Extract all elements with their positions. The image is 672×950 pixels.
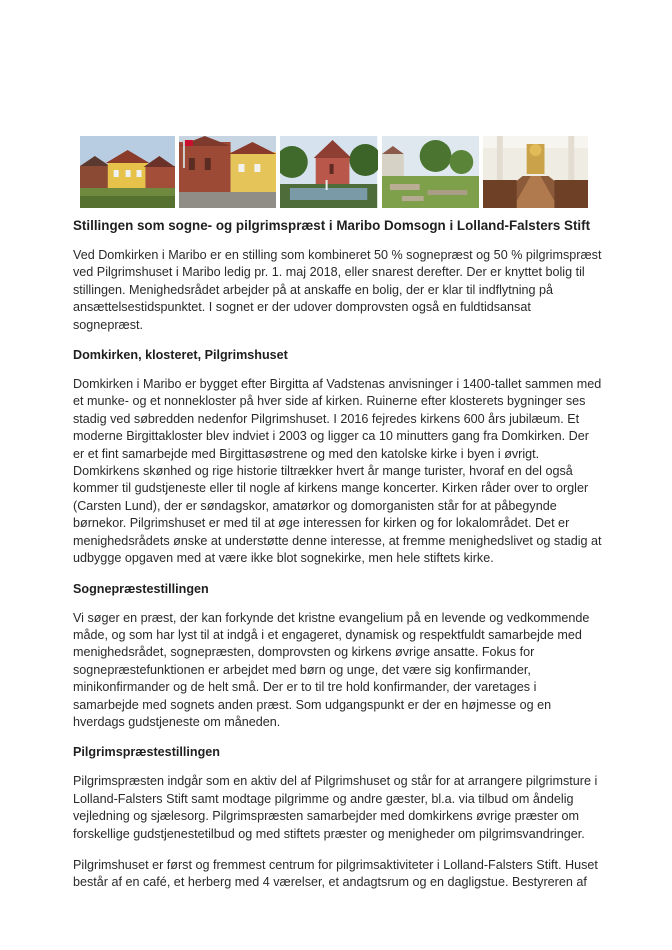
photo-strip bbox=[80, 136, 588, 208]
document-title: Stillingen som sogne- og pilgrimspræst i Maribo Domsogn i Lolland-Falsters Stift bbox=[73, 218, 591, 233]
monastery-ruins-photo bbox=[382, 136, 479, 208]
section-paragraph: Pilgrimshuset er først og fremmest centrum for pilgrimsaktiviteter i Lolland-Falsters Stift. Huset består af en café, et herberg med 4 værelser, et andagtsrum og en dagligstue. Bestyreren af bbox=[73, 857, 598, 890]
intro-paragraph: Ved Domkirken i Maribo er en stilling som kombineret 50 % sognepræst og 50 % pilgrimspræst ved Pilgrimshuset i Maribo ledig pr. 1. maj 2018, eller snarest derefter. Der er knyttet bolig til stillingen. Menighedsrådet arbejder på at anskaffe en bolig, der er klar til indflytning på ansættelsestidspunktet. I sognet er der udover domprovsten også en fuldtidsansat sognepræst. bbox=[73, 248, 602, 332]
cathedral-pond-photo bbox=[280, 136, 377, 208]
section-paragraph: Pilgrimspræsten indgår som en aktiv del af Pilgrimshuset og står for at arrangere pilgrimsture i Lolland-Falsters Stift samt modtage pilgrimme og andre gæster, bl.a. via tilbud om åndelig vejledning og sjælesorg. Pilgrimspræsten samarbejder med domkirkens øvrige præster om forskellige gudstjenestetilbud og med stiftets præster og menigheder om pilgrimsvandringer. bbox=[73, 774, 598, 841]
town-street-photo bbox=[80, 136, 175, 208]
section-paragraph: Domkirken i Maribo er bygget efter Birgitta af Vadstenas anvisninger i 1400-tallet sammen med et munke- og et nonnekloster på hver side af kirken. Ruinerne efter klosterets bygninger ses stadig ved søbredden nedenfor Pilgrimshuset. I 2016 fejredes kirkens 600 års jubilæum. Et moderne Birgittakloster blev indviet i 2003 og ligger ca 10 minutters gang fra Domkirken. Der er et fint samarbejde med Birgittasøstrene og med den katolske kirke i byen i øvrigt. Domkirkens skønhed og rige historie tiltrækker hvert år mange turister, hvoraf en del også kommer til gudstjeneste eller til nogle af kirkens mange koncerter. Kirken råder over to orgler (Carsten Lund), der er søndagskor, amatørkor og domorganisten står for at påbegynde børnekor. Pilgrimshuset er med til at øge interessen for kirken og for lokalområdet. Det er menighedsrådets ønske at understøtte denne interesse, at fremme menighedslivet og stadig at udbygge opgaven med at være ikke blot sognekirke, men hele stiftets kirke. bbox=[73, 377, 602, 566]
church-street-photo bbox=[179, 136, 276, 208]
church-interior-photo bbox=[483, 136, 588, 208]
document-body bbox=[73, 218, 603, 906]
section-heading: Domkirken, klosteret, Pilgrimshuset bbox=[73, 348, 288, 363]
section-paragraph: Vi søger en præst, der kan forkynde det kristne evangelium på en levende og vedkommende måde, og som har lyst til at indgå i et engageret, dynamisk og respektfuldt samarbejde med menighedsrådet, sognepræsten, domprovsten og kirkens øvrige ansatte. Fokus for sognepræstefunktionen er arbejdet med børn og unge, det være sig konfirmander, minikonfirmander og de helt små. Der er to til tre hold konfirmander, der varetages i samarbejde med sognets anden præst. Som udgangspunkt er der en højmesse og en hverdags gudstjeneste om måneden. bbox=[73, 610, 590, 729]
section-heading: Pilgrimspræstestillingen bbox=[73, 745, 220, 760]
section-heading: Sognepræstestillingen bbox=[73, 581, 209, 596]
